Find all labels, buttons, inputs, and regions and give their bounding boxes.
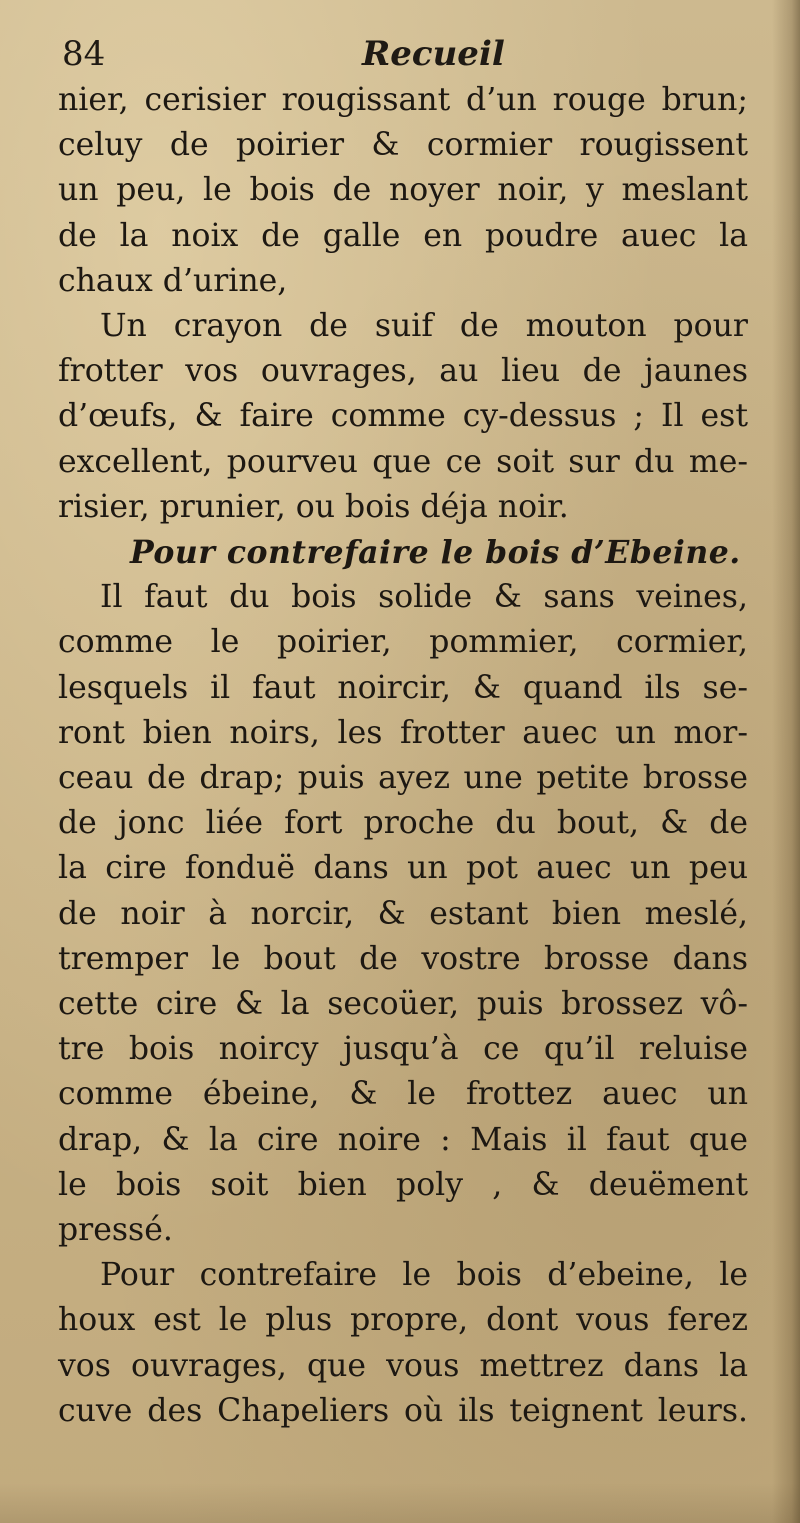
text-line: risier, prunier, ou bois déja noir. <box>58 488 569 525</box>
text-line: de la noix de galle en poudre auec la <box>58 217 748 254</box>
text-line: nier, cerisier rougissant d’un rouge brun; <box>58 82 748 118</box>
text-line: houx est le plus propre, dont vous ferez <box>58 1302 748 1339</box>
paragraph-start-line: Un crayon de suif de mouton pour <box>100 308 748 345</box>
text-line: drap, & la cire noire : Mais il faut que <box>58 1121 748 1158</box>
text-line: celuy de poirier & cormier rougissent <box>58 127 748 164</box>
paragraph-start-line: Pour contrefaire le bois d’ebeine, le <box>100 1257 748 1294</box>
text-line: excellent, pourveu que ce soit sur du me- <box>58 443 748 480</box>
section-heading: Pour contrefaire le bois d’Ebeine. <box>130 534 741 572</box>
body-text <box>58 78 748 1434</box>
text-line: comme ébeine, & le frottez auec un <box>58 1076 748 1113</box>
text-line: ront bien noirs, les frotter auec un mor- <box>58 714 748 751</box>
text-line: chaux d’urine, <box>58 262 288 299</box>
text-line: le bois soit bien poly , & deuëment <box>58 1166 748 1203</box>
text-line: pressé. <box>58 1212 173 1249</box>
text-line: de jonc liée fort proche du bout, & de <box>58 805 748 842</box>
text-line: d’œufs, & faire comme cy-dessus ; Il est <box>58 398 748 435</box>
text-line: tremper le bout de vostre brosse dans <box>58 940 748 977</box>
text-line: cette cire & la secoüer, puis brossez vô- <box>58 986 748 1023</box>
text-line: cuve des Chapeliers où ils teignent leurs. <box>58 1392 748 1429</box>
page-number: 84 <box>62 34 106 74</box>
paragraph-start-line: Il faut du bois solide & sans veines, <box>100 579 748 616</box>
page-bottom-edge <box>0 1483 800 1523</box>
text-line: de noir à norcir, & estant bien meslé, <box>58 895 748 932</box>
text-line: vos ouvrages, que vous mettrez dans la <box>58 1347 748 1384</box>
text-line: un peu, le bois de noyer noir, y meslant <box>58 172 748 209</box>
page-gutter-shadow <box>772 0 800 1523</box>
text-line: tre bois noircy jusqu’à ce qu’il reluise <box>58 1031 748 1068</box>
running-title: Recueil <box>362 34 505 74</box>
page-header <box>62 30 752 80</box>
text-line: comme le poirier, pommier, cormier, <box>58 624 748 661</box>
text-line: lesquels il faut noircir, & quand ils se- <box>58 669 748 706</box>
text-line: ceau de drap; puis ayez une petite brosse <box>58 760 748 797</box>
text-line: la cire fonduë dans un pot auec un peu <box>58 850 748 887</box>
text-line: frotter vos ouvrages, au lieu de jaunes <box>58 353 748 390</box>
